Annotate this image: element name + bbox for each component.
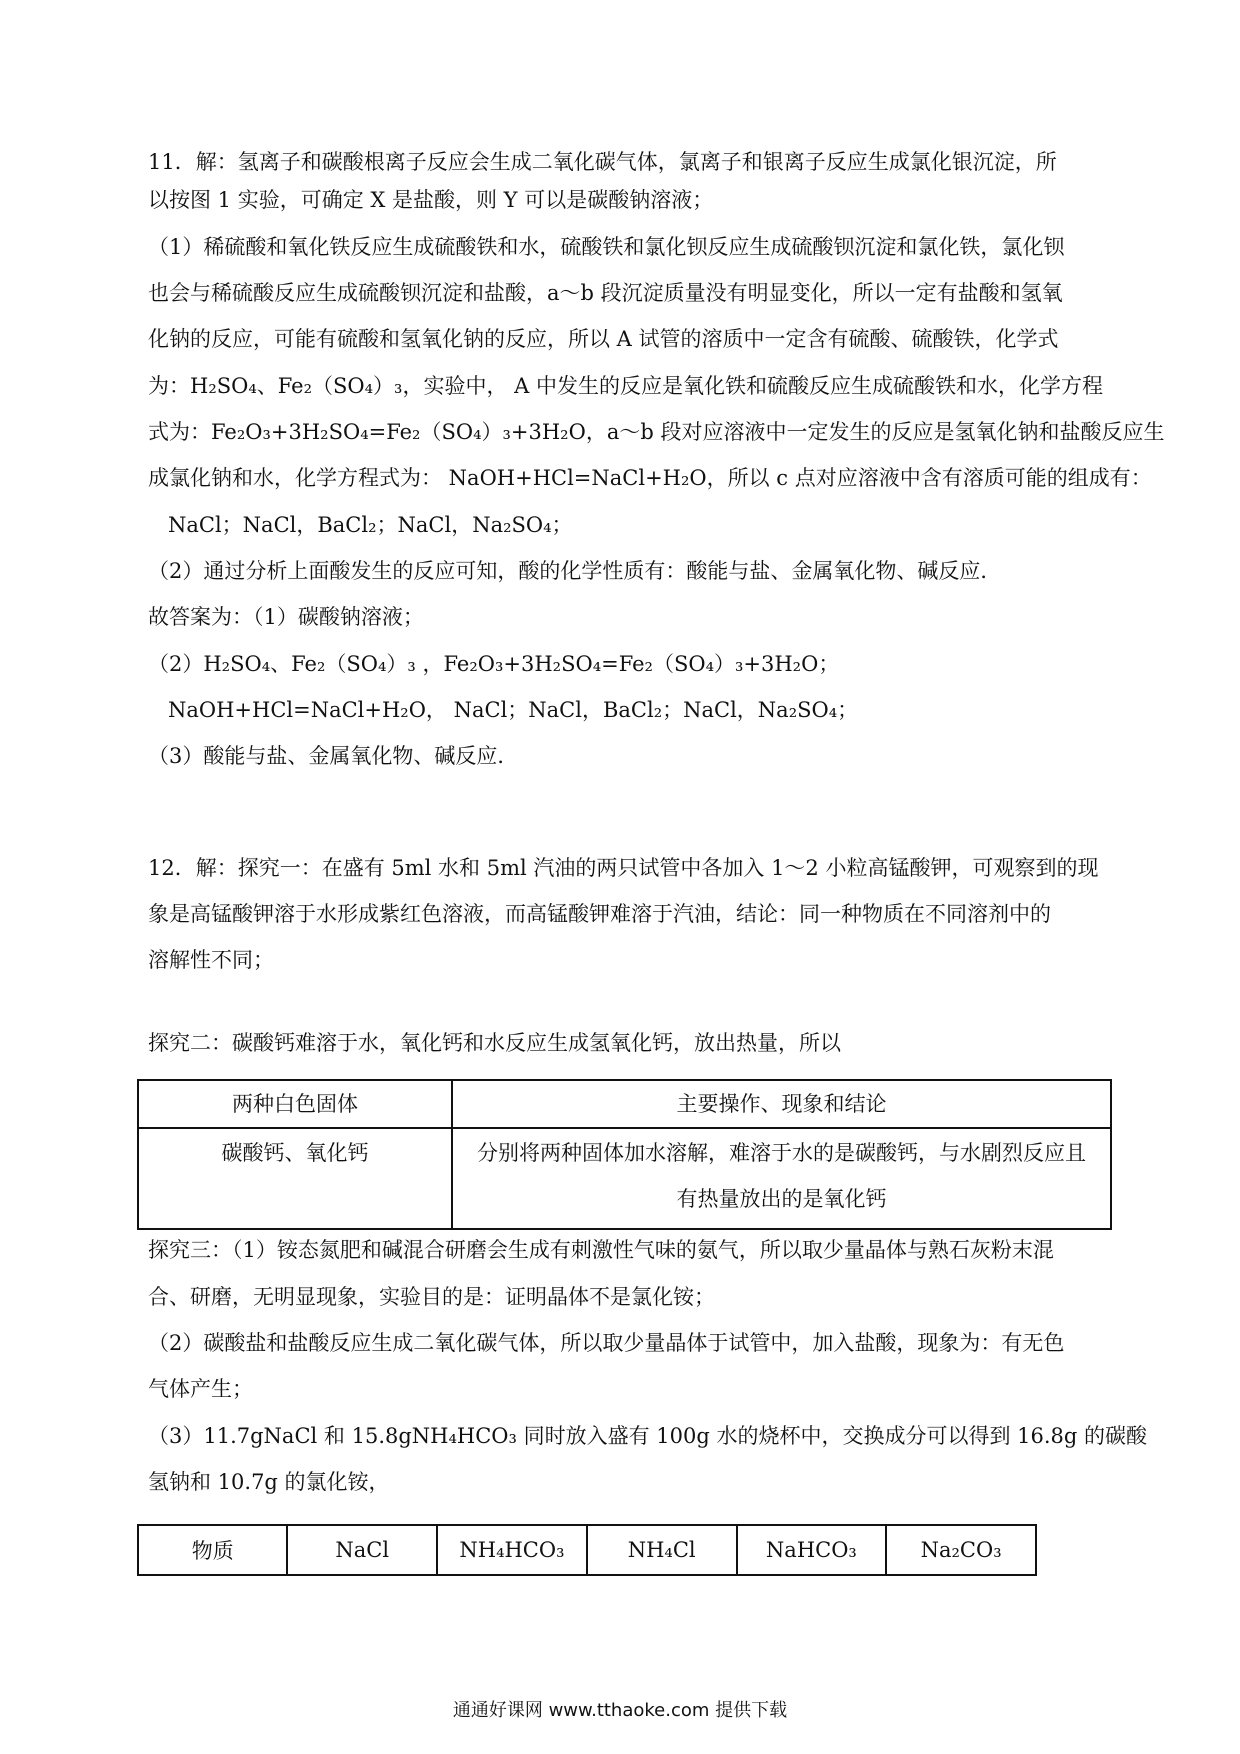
q12-line-4: 探究二：碳酸钙难溶于水，氧化钙和水反应生成氢氧化钙，放出热量，所以 <box>148 1031 841 1055</box>
q11-line-4: 也会与稀硫酸反应生成硫酸钡沉淀和盐酸，a～b 段沉淀质量没有明显变化，所以一定有盐酸和氢氧 <box>148 281 1063 305</box>
q12-line-1: 12．解：探究一：在盛有 5ml 水和 5ml 汽油的两只试管中各加入 1～2 小粒高锰酸钾，可观察到的现 <box>148 856 1099 880</box>
table-cell: NH₄Cl <box>587 1525 737 1575</box>
table-header-cell: 两种白色固体 <box>138 1080 452 1128</box>
table-row <box>138 1080 1111 1128</box>
q12-line-9: （3）11.7gNaCl 和 15.8gNH₄HCO₃ 同时放入盛有 100g 水的烧杯中，交换成分可以得到 16.8g 的碳酸 <box>148 1424 1148 1448</box>
q12-line-8: 气体产生； <box>148 1377 253 1401</box>
q11-line-8: 成氯化钠和水，化学方程式为： NaOH+HCl=NaCl+H₂O，所以 c 点对应溶液中含有溶质可能的组成有： <box>148 466 1152 490</box>
q11-line-7: 式为：Fe₂O₃+3H₂SO₄=Fe₂（SO₄）₃+3H₂O，a～b 段对应溶液中一定发生的反应是氢氧化钠和盐酸反应生 <box>148 420 1165 444</box>
table-cell: Na₂CO₃ <box>886 1525 1036 1575</box>
table-cell: 物质 <box>138 1525 287 1575</box>
q11-line-5: 化钠的反应，可能有硫酸和氢氧化钠的反应，所以 A 试管的溶质中一定含有硫酸、硫酸铁，化学式 <box>148 327 1059 351</box>
table-cell <box>452 1128 1111 1229</box>
q12-line-10: 氢钠和 10.7g 的氯化铵， <box>148 1470 390 1494</box>
table-row <box>138 1525 1036 1575</box>
q12-line-3: 溶解性不同； <box>148 948 274 972</box>
q11-line-2: 以按图 1 实验，可确定 X 是盐酸，则 Y 可以是碳酸钠溶液； <box>148 188 714 212</box>
q11-line-10: （2）通过分析上面酸发生的反应可知，酸的化学性质有：酸能与盐、金属氧化物、碱反应． <box>148 559 1002 583</box>
q12-line-5: 探究三：（1）铵态氮肥和碱混合研磨会生成有刺激性气味的氨气，所以取少量晶体与熟石灰粉末混 <box>148 1238 1054 1262</box>
q11-line-1: 11．解：氢离子和碳酸根离子反应会生成二氧化碳气体，氯离子和银离子反应生成氯化银沉淀，所 <box>148 150 1057 174</box>
q11-line-11: 故答案为：（1）碳酸钠溶液； <box>148 605 424 629</box>
table-cell: NaCl <box>287 1525 437 1575</box>
q12-line-6: 合、研磨，无明显现象，实验目的是：证明晶体不是氯化铵； <box>148 1285 715 1309</box>
q11-line-9: NaCl；NaCl，BaCl₂；NaCl，Na₂SO₄； <box>168 513 573 537</box>
table-cell: 碳酸钙、氧化钙 <box>138 1128 452 1229</box>
table-cell: NH₄HCO₃ <box>437 1525 587 1575</box>
q12-line-7: （2）碳酸盐和盐酸反应生成二氧化碳气体，所以取少量晶体于试管中，加入盐酸，现象为：有无色 <box>148 1331 1065 1355</box>
q11-line-12: （2）H₂SO₄、Fe₂（SO₄）₃ ，Fe₂O₃+3H₂SO₄=Fe₂（SO₄）₃+3H₂O； <box>148 652 840 676</box>
table-header-cell: 主要操作、现象和结论 <box>452 1080 1111 1128</box>
q11-line-14: （3）酸能与盐、金属氧化物、碱反应． <box>148 744 519 768</box>
q11-line-13: NaOH+HCl=NaCl+H₂O， NaCl；NaCl，BaCl₂；NaCl，Na₂SO₄； <box>168 698 859 722</box>
substance-table <box>137 1524 1037 1576</box>
white-solids-table <box>137 1079 1112 1230</box>
table-cell-line: 分别将两种固体加水溶解，难溶于水的是碳酸钙，与水剧烈反应且 <box>477 1141 1086 1165</box>
table-cell: NaHCO₃ <box>737 1525 887 1575</box>
table-cell-line: 有热量放出的是氧化钙 <box>676 1187 887 1211</box>
page-footer: 通通好课网 www.tthaoke.com 提供下载 <box>452 1700 788 1721</box>
q11-line-3: （1）稀硫酸和氧化铁反应生成硫酸铁和水，硫酸铁和氯化钡反应生成硫酸钡沉淀和氯化铁，氯化钡 <box>148 235 1065 259</box>
q12-line-2: 象是高锰酸钾溶于水形成紫红色溶液，而高锰酸钾难溶于汽油，结论：同一种物质在不同溶剂中的 <box>148 902 1051 926</box>
q11-line-6: 为：H₂SO₄、Fe₂（SO₄）₃，实验中， A 中发生的反应是氧化铁和硫酸反应生成硫酸铁和水，化学方程 <box>148 374 1103 398</box>
table-row <box>138 1128 1111 1229</box>
